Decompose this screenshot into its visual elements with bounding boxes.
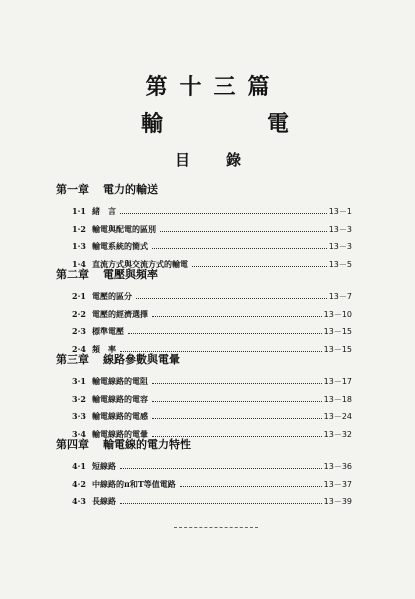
section-number: 4·1 (72, 461, 86, 471)
subject-char-1: 輸 (141, 111, 164, 137)
section-title: 電壓的區分 (92, 291, 132, 301)
page-number: 13－37 (323, 479, 352, 489)
section-title: 輸電線路的電感 (92, 411, 148, 421)
section-title: 頻 率 (92, 343, 116, 354)
toc-entry (72, 376, 352, 390)
section-number: 3·3 (72, 411, 86, 421)
section-number: 1·1 (72, 206, 86, 216)
page-number: 13－36 (323, 462, 352, 471)
toc-entry (72, 206, 352, 220)
bottom-rule (174, 527, 258, 528)
page-number: 13－18 (323, 394, 352, 404)
toc-entry (72, 479, 352, 493)
dot-leader (180, 485, 322, 487)
chapter-heading (56, 266, 158, 282)
page-number: 13－32 (323, 429, 352, 439)
toc-entry (72, 461, 352, 475)
toc-heading-char-2: 錄 (225, 151, 241, 169)
chapter-label: 第四章 (56, 438, 89, 451)
section-number: 3·4 (72, 428, 86, 439)
page-number: 13－15 (323, 327, 352, 336)
toc-heading-char-1: 目 (175, 151, 191, 169)
dot-leader (192, 265, 327, 267)
dot-leader (136, 297, 327, 299)
chapter-title: 電壓與頻率 (103, 268, 158, 281)
chapter-label: 第三章 (56, 353, 89, 366)
toc-entry (72, 224, 352, 238)
chapter-heading (56, 351, 180, 367)
toc-entry (72, 326, 352, 340)
dot-leader (152, 315, 322, 317)
dot-leader (160, 230, 327, 232)
chapter-heading (56, 436, 191, 452)
page-number: 13－17 (323, 377, 352, 386)
page-number: 13－5 (328, 259, 352, 269)
chapter-title: 電力的輸送 (103, 183, 158, 196)
section-number: 1·2 (72, 223, 86, 234)
page-number: 13－3 (328, 224, 352, 234)
page-number: 13－1 (328, 207, 352, 216)
section-number: 1·3 (72, 241, 86, 251)
section-title: 輸電線路的電阻 (92, 376, 148, 386)
section-title: 緒 言 (92, 206, 116, 216)
section-number: 4·2 (72, 478, 86, 489)
dot-leader (120, 212, 327, 214)
toc-entry (72, 496, 352, 510)
section-title: 輸電系統的簡式 (92, 241, 148, 251)
toc-entry (72, 241, 352, 255)
section-number: 2·1 (72, 291, 86, 301)
section-title: 直流方式與交流方式的輸電 (92, 258, 188, 269)
section-number: 4·3 (72, 496, 86, 506)
dot-leader (152, 417, 322, 419)
page-number: 13－15 (323, 344, 352, 354)
subject-char-2: 電 (266, 111, 289, 137)
part-title: 第十三篇 (145, 74, 282, 100)
section-title: 標準電壓 (92, 326, 124, 336)
dot-leader (152, 400, 322, 402)
chapter-label: 第二章 (56, 268, 89, 281)
chapter-heading (56, 181, 158, 197)
section-number: 1·4 (72, 258, 86, 269)
page-number: 13－10 (323, 309, 352, 319)
section-title: 短線路 (92, 461, 116, 471)
section-number: 3·2 (72, 393, 86, 404)
section-title: 電壓的經濟選擇 (92, 308, 148, 319)
toc-entry (72, 394, 352, 408)
section-number: 3·1 (72, 376, 86, 386)
section-title: 輸電線路的電暈 (92, 428, 148, 439)
section-number: 2·2 (72, 308, 86, 319)
dot-leader (120, 502, 322, 504)
page-number: 13－3 (328, 242, 352, 251)
chapter-title: 輸電線的電力特性 (103, 438, 191, 451)
subject-title (141, 107, 289, 138)
page-number: 13－39 (323, 497, 352, 506)
dot-leader (152, 247, 327, 249)
page-number: 13－24 (323, 412, 352, 421)
chapter-title: 線路參數與電暈 (103, 353, 180, 366)
section-title: 輸電線路的電容 (92, 393, 148, 404)
toc-entry (72, 291, 352, 305)
section-number: 2·3 (72, 326, 86, 336)
dot-leader (152, 382, 322, 384)
section-title: 輸電與配電的區別 (92, 223, 156, 234)
dot-leader (120, 467, 322, 469)
section-title: 長線路 (92, 496, 116, 506)
toc-entry (72, 411, 352, 425)
toc-entry (72, 309, 352, 323)
dot-leader (128, 332, 322, 334)
section-number: 2·4 (72, 343, 86, 354)
chapter-label: 第一章 (56, 183, 89, 196)
toc-heading (175, 149, 241, 170)
section-title: 中線路的π和T等值電路 (92, 478, 176, 489)
page-number: 13－7 (328, 292, 352, 301)
